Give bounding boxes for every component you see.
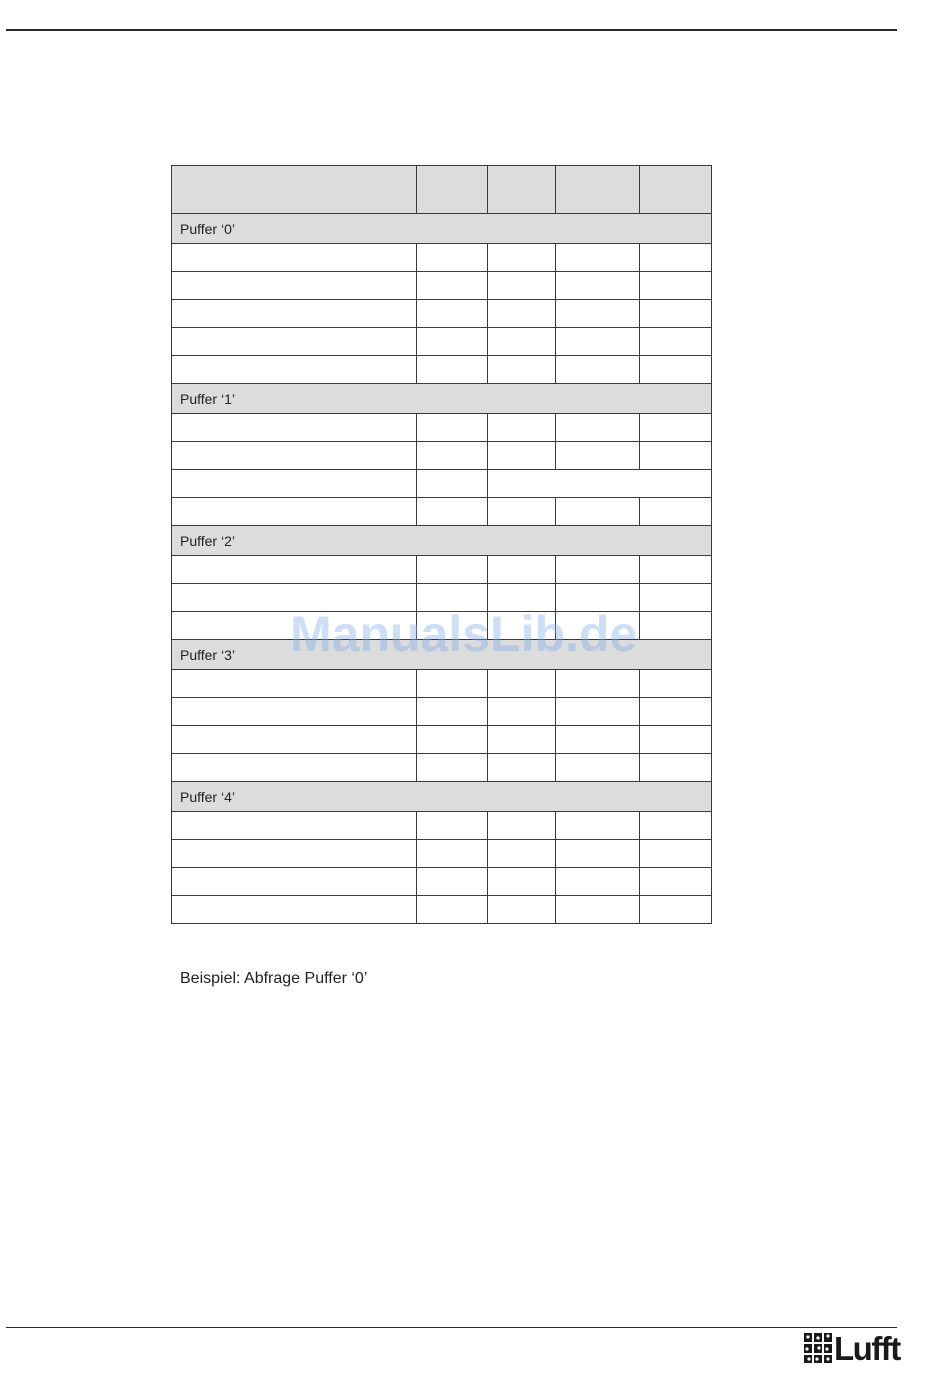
table-cell	[417, 840, 488, 868]
table-row	[172, 556, 712, 584]
table-row	[172, 442, 712, 470]
table-cell	[556, 414, 640, 442]
table-cell	[417, 812, 488, 840]
table-cell	[488, 272, 556, 300]
table-cell	[488, 300, 556, 328]
table-cell	[640, 868, 712, 896]
table-cell	[640, 442, 712, 470]
table-cell	[640, 328, 712, 356]
table-cell	[172, 754, 417, 782]
table-cell	[640, 356, 712, 384]
table-cell	[640, 754, 712, 782]
table-cell	[172, 328, 417, 356]
table-row	[172, 498, 712, 526]
table-cell	[417, 414, 488, 442]
table-cell	[417, 498, 488, 526]
table-cell	[417, 300, 488, 328]
table-cell	[172, 670, 417, 698]
table-cell	[640, 896, 712, 924]
table-cell	[556, 812, 640, 840]
table-cell	[640, 300, 712, 328]
table-cell	[556, 726, 640, 754]
table-cell	[417, 754, 488, 782]
section-label: Puffer ‘0’	[172, 214, 712, 244]
table-row	[172, 328, 712, 356]
table-cell	[172, 244, 417, 272]
table-cell	[488, 414, 556, 442]
table-cell	[640, 498, 712, 526]
table-cell	[488, 812, 556, 840]
table-cell	[172, 556, 417, 584]
example-caption: Beispiel: Abfrage Puffer ‘0’	[180, 970, 368, 987]
table-cell	[640, 272, 712, 300]
header-rule	[6, 29, 897, 31]
table-cell	[556, 244, 640, 272]
table-cell	[172, 356, 417, 384]
lufft-mark-icon	[803, 1332, 833, 1364]
table-cell	[172, 272, 417, 300]
table-row	[172, 414, 712, 442]
watermark: ManualsLib.de	[290, 606, 638, 662]
table-cell	[640, 556, 712, 584]
table-row	[172, 698, 712, 726]
table-cell	[556, 442, 640, 470]
table-cell	[172, 896, 417, 924]
table-row	[172, 670, 712, 698]
table-row	[172, 868, 712, 896]
table-cell	[640, 840, 712, 868]
table-cell	[556, 356, 640, 384]
brand-logo	[803, 1331, 900, 1365]
table-cell	[488, 442, 556, 470]
table-cell	[417, 726, 488, 754]
table-cell	[172, 300, 417, 328]
buffer-table	[171, 165, 711, 924]
table-cell	[488, 556, 556, 584]
table-cell	[556, 498, 640, 526]
table-cell	[556, 670, 640, 698]
table-cell	[417, 272, 488, 300]
header-cell	[488, 166, 556, 214]
section-label: Puffer ‘4’	[172, 782, 712, 812]
table-cell	[556, 328, 640, 356]
table-cell	[417, 356, 488, 384]
table-cell	[640, 670, 712, 698]
table-cell	[556, 896, 640, 924]
table-cell	[417, 442, 488, 470]
table-cell	[417, 328, 488, 356]
table-cell	[556, 300, 640, 328]
section-row	[172, 782, 712, 812]
table-cell	[488, 840, 556, 868]
logo-wordmark: Lufft	[834, 1329, 900, 1367]
table-cell-merged	[488, 470, 712, 498]
table-row	[172, 272, 712, 300]
section-label: Puffer ‘2’	[172, 526, 712, 556]
table-row	[172, 812, 712, 840]
table-cell	[556, 868, 640, 896]
table-cell	[640, 698, 712, 726]
header-cell	[172, 166, 417, 214]
table-cell	[417, 896, 488, 924]
table-header-row	[172, 166, 712, 214]
table-cell	[417, 698, 488, 726]
table-row	[172, 896, 712, 924]
table-cell	[556, 754, 640, 782]
table-cell	[556, 840, 640, 868]
table-row	[172, 244, 712, 272]
section-label: Puffer ‘1’	[172, 384, 712, 414]
section-row	[172, 384, 712, 414]
header-cell	[556, 166, 640, 214]
table-cell	[640, 244, 712, 272]
table-cell	[172, 414, 417, 442]
table-cell	[172, 726, 417, 754]
table-cell	[488, 868, 556, 896]
table-cell	[556, 556, 640, 584]
table-cell	[172, 470, 417, 498]
table-cell	[488, 244, 556, 272]
section-label: Puffer ‘3’	[172, 640, 712, 670]
table-cell	[640, 726, 712, 754]
header-cell	[417, 166, 488, 214]
table-cell	[488, 356, 556, 384]
footer-rule	[6, 1327, 897, 1328]
table-cell	[488, 670, 556, 698]
table-cell	[488, 754, 556, 782]
table-cell	[640, 812, 712, 840]
table-cell	[172, 812, 417, 840]
table-cell	[417, 556, 488, 584]
table-cell	[640, 584, 712, 612]
table-row	[172, 754, 712, 782]
table-cell	[417, 244, 488, 272]
table-cell	[640, 414, 712, 442]
table-cell	[488, 698, 556, 726]
section-row	[172, 526, 712, 556]
table-row	[172, 726, 712, 754]
table-cell	[488, 726, 556, 754]
table-cell	[417, 868, 488, 896]
table-row	[172, 840, 712, 868]
table-row	[172, 356, 712, 384]
table-cell	[417, 670, 488, 698]
table-cell	[172, 698, 417, 726]
table-cell	[172, 498, 417, 526]
section-row	[172, 214, 712, 244]
table-cell	[556, 698, 640, 726]
table-cell	[417, 470, 488, 498]
table-cell	[488, 896, 556, 924]
table-row	[172, 470, 712, 498]
table-cell	[172, 442, 417, 470]
table-cell	[488, 328, 556, 356]
table-row	[172, 300, 712, 328]
table-cell	[488, 498, 556, 526]
table-cell	[172, 840, 417, 868]
table-cell	[640, 612, 712, 640]
table-cell	[556, 272, 640, 300]
header-cell	[640, 166, 712, 214]
table-cell	[172, 868, 417, 896]
